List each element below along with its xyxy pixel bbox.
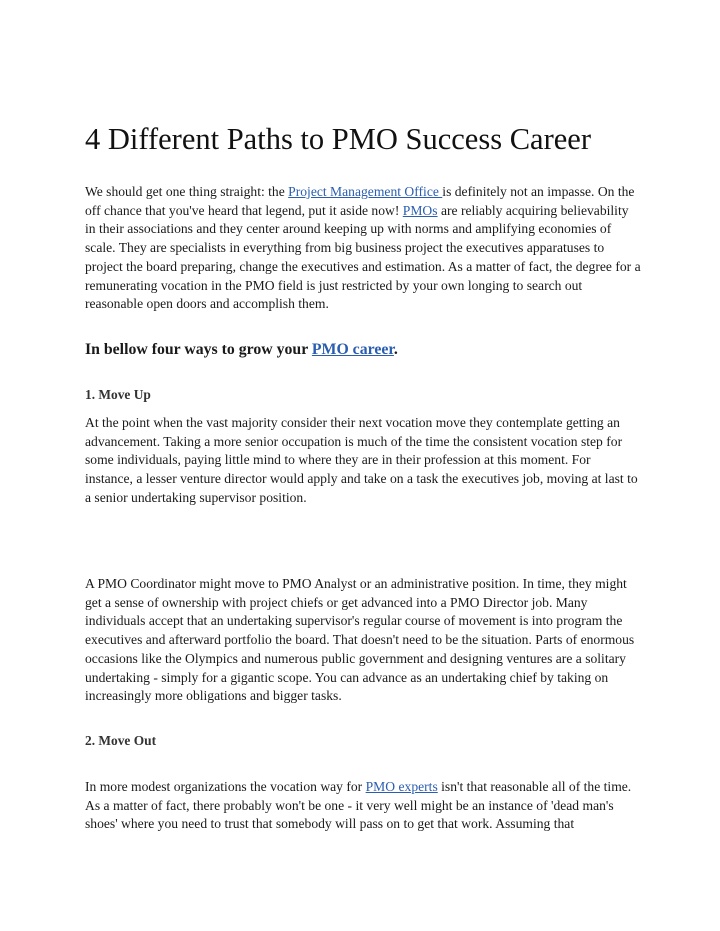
move-up-paragraph-2: A PMO Coordinator might move to PMO Analyst or an administrative position. In time, they might get a sense of ownership with project chiefs or get advanced into a PMO Director job. Many individuals accept that an undertaking supervisor's regular course of movement is into program the executives and afterward portfolio the board. That doesn't need to be the situation. Parts of enormous occasions like the Olympics and numerous public government and designing ventures are a solitary undertaking - simply for a gigantic scope. You can advance as an undertaking chief by taking on increasingly more obligations and bigger tasks.	[85, 576, 635, 704]
pmo-career-link[interactable]: PMO career	[311, 341, 394, 358]
page-title: 4 Different Paths to PMO Success Career	[85, 122, 591, 156]
section-heading-move-up: 1. Move Up	[85, 387, 151, 402]
move-out-text-1: In more modest organizations the vocation way for	[85, 779, 366, 794]
section-heading-move-out: 2. Move Out	[85, 733, 157, 748]
four-ways-period: .	[393, 341, 398, 358]
move-up-paragraph-1: At the point when the vast majority consider their next vocation move they contemplate getting an advancement. Taking a more senior occupation is much of the time the consistent vocation step for some individuals, paying little mind to where they are in their profession at this moment. For instance, a lesser venture director would apply and take on a task the executives job, moving at last to a senior undertaking supervisor position.	[85, 415, 638, 505]
four-ways-text: In bellow four ways to grow your	[85, 341, 312, 358]
intro-text-2: is definitely not an impasse. On the off chance that you've heard that legend, put it aside now!	[85, 184, 635, 218]
four-ways-heading	[85, 339, 398, 361]
project-management-office-link[interactable]: Project Management Office	[288, 184, 443, 199]
pmos-link[interactable]: PMOs	[402, 202, 438, 218]
pmo-experts-link[interactable]: PMO experts	[365, 779, 438, 794]
move-out-paragraph	[85, 778, 641, 834]
intro-text-3: are reliably acquiring believability in their associations and they center around keeping up with norms and amplifying economies of scale. They are specialists in everything from big business project the executives apparatuses to project the board preparing, change the executives and estimation. As a matter of fact, the degree for a remunerating vocation in the PMO field is just restricted by your own longing to search out reasonable open doors and accomplish them.	[85, 202, 641, 312]
intro-text-1: We should get one thing straight: the	[85, 184, 289, 199]
move-out-text-2: isn't that reasonable all of the time. As a matter of fact, there probably won't be one - it very well might be an instance of 'dead man's shoes' where you need to trust that somebody will pass on to get that work. Assuming that	[85, 779, 632, 832]
intro-paragraph	[85, 183, 641, 314]
